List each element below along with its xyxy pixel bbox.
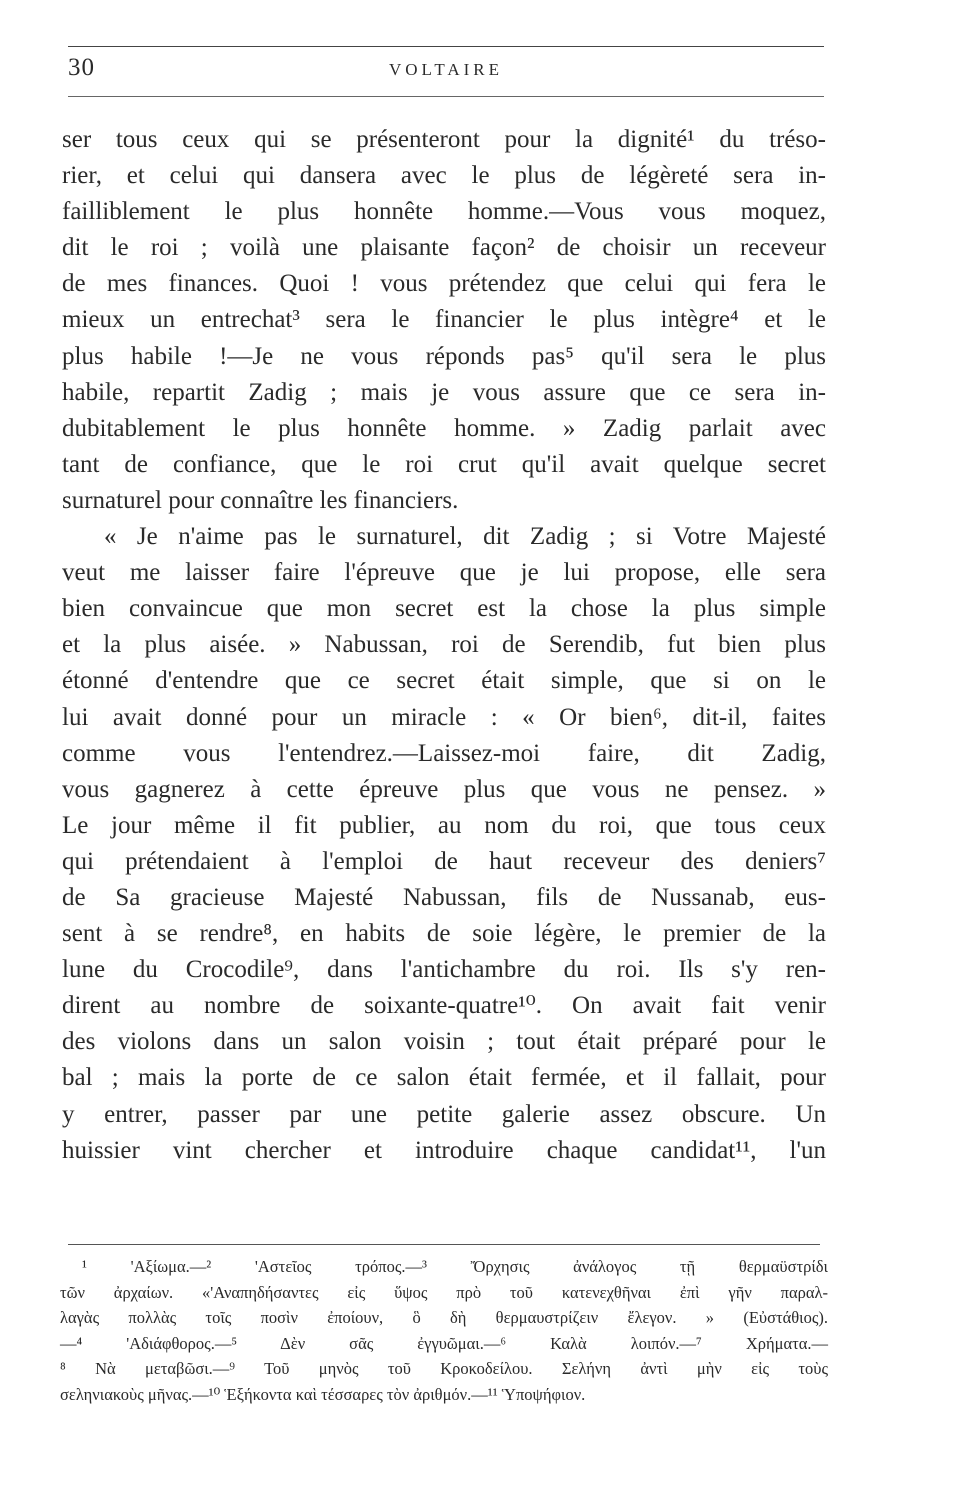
text-line: rier, et celui qui dansera avec le plus de légèreté sera in- (62, 162, 826, 190)
text-line: huissier vint chercher et introduire chaque candidat¹¹, l'un (62, 1136, 826, 1164)
text-line: dit le roi ; voilà une plaisante façon² de choisir un receveur (62, 234, 826, 262)
text-line: plus habile !—Je ne vous réponds pas⁵ qu'il sera le plus (62, 342, 826, 370)
text-line: de Sa gracieuse Majesté Nabussan, fils de Nussanab, eus- (62, 883, 826, 911)
text-line: « Je n'aime pas le surnaturel, dit Zadig ; si Votre Majesté (104, 523, 826, 551)
text-line: dubitablement le plus honnête homme. » Zadig parlait avec (62, 414, 826, 442)
footnotes (60, 1254, 828, 1408)
body-text (62, 122, 826, 1169)
text-line: bien convaincue que mon secret est la chose la plus simple (62, 595, 826, 623)
footnote-line: τῶν ἀρχαίων. «'Αναπηδήσαντες εἰς ὕψος πρὸ τοῦ κατενεχθῆναι ἐπὶ γῆν παραλ- (60, 1282, 828, 1302)
text-line: des violons dans un salon voisin ; tout était préparé pour le (62, 1028, 826, 1056)
text-line: et la plus aisée. » Nabussan, roi de Serendib, fut bien plus (62, 631, 826, 659)
running-title: VOLTAIRE (388, 60, 504, 79)
text-line: veut me laisser faire l'épreuve que je lui propose, elle sera (62, 559, 826, 587)
footnote-rule (68, 1244, 820, 1245)
text-line: qui prétendaient à l'emploi de haut receveur des deniers⁷ (62, 847, 826, 875)
text-line: lui avait donné pour un miracle : « Or bien⁶, dit-il, faites (62, 703, 826, 731)
text-line: y entrer, passer par une petite galerie assez obscure. Un (62, 1100, 826, 1128)
footnote-line: λαγὰς πολλὰς τοῖς ποσὶν ἐποίουν, ὃ δὴ θερμαυστρίζειν ἔλεγον. » (Εὐστάθιος). (60, 1308, 828, 1328)
text-line: vous gagnerez à cette épreuve plus que vous ne pensez. » (62, 775, 826, 803)
text-line: Le jour même il fit publier, au nom du roi, que tous ceux (62, 811, 826, 839)
text-line: étonné d'entendre que ce secret était simple, que si on le (62, 667, 826, 695)
text-line: comme vous l'entendrez.—Laissez-moi faire, dit Zadig, (62, 739, 826, 767)
text-line: surnaturel pour connaître les financiers. (62, 486, 459, 514)
footnote-line: ⁸ Νὰ μεταβῶσι.—⁹ Τοῦ μηνὸς τοῦ Κροκοδείλου. Σελήνη ἀντὶ μὴν εἰς τοὺς (60, 1359, 828, 1379)
footnote-line: ¹ 'Αξίωμα.—² 'Αστεῖος τρόπος.—³ Ὄρχησις ἀνάλογος τῇ θερμαϋστρίδι (82, 1257, 828, 1276)
footnote-line: —⁴ 'Αδιάφθορος.—⁵ Δὲν σᾶς ἐγγυῶμαι.—⁶ Καλὰ λοιπόν.—⁷ Χρήματα.— (60, 1333, 828, 1353)
text-line: tant de confiance, que le roi crut qu'il avait quelque secret (62, 450, 826, 478)
footnote-line: σεληνιακοὺς μῆνας.—¹⁰ Ἑξήκοντα καὶ τέσσαρες τὸν ἀριθμόν.—¹¹ Ὑποψήφιον. (60, 1384, 586, 1404)
top-rule (68, 46, 824, 47)
text-line: failliblement le plus honnête homme.—Vous vous moquez, (62, 198, 826, 226)
text-line: dirent au nombre de soixante-quatre¹⁰. On avait fait venir (62, 992, 826, 1020)
text-line: sent à se rendre⁸, en habits de soie légère, le premier de la (62, 920, 826, 948)
text-line: de mes finances. Quoi ! vous prétendez que celui qui fera le (62, 270, 826, 298)
text-line: bal ; mais la porte de ce salon était fermée, et il fallait, pour (62, 1064, 826, 1092)
text-line: habile, repartit Zadig ; mais je vous assure que ce sera in- (62, 378, 826, 406)
text-line: mieux un entrechat³ sera le financier le plus intègre⁴ et le (62, 306, 826, 334)
page-number: 30 (68, 54, 95, 81)
text-line: ser tous ceux qui se présenteront pour la dignité¹ du tréso- (62, 126, 826, 153)
text-line: lune du Crocodile⁹, dans l'antichambre du roi. Ils s'y ren- (62, 956, 826, 984)
header-rule (68, 96, 824, 97)
running-head (68, 54, 824, 86)
